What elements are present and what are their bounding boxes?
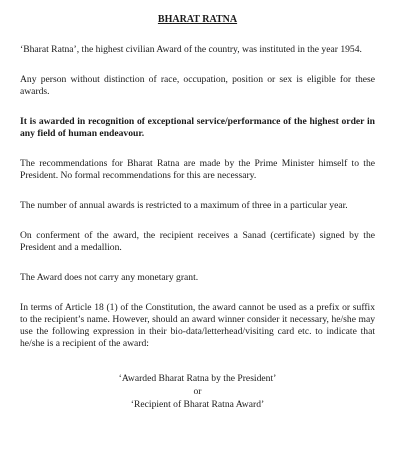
paragraph-recommendations: The recommendations for Bharat Ratna are made by the Prime Minister himself to the President. No formal recommendations for this are necessary. xyxy=(20,158,375,181)
paragraph-annual-limit: The number of annual awards is restricted to a maximum of three in a particular year. xyxy=(20,200,348,211)
paragraph-instituted: ‘Bharat Ratna’, the highest civilian Award of the country, was instituted in the year 1954. xyxy=(20,44,362,55)
document-page xyxy=(20,14,375,411)
paragraph-eligibility: Any person without distinction of race, occupation, position or sex is eligible for these awards. xyxy=(20,74,375,97)
document-title: BHARAT RATNA xyxy=(157,14,238,25)
quote-block xyxy=(20,372,375,411)
paragraph-monetary-grant: The Award does not carry any monetary grant. xyxy=(20,272,199,283)
quote-recipient: ‘Recipient of Bharat Ratna Award’ xyxy=(130,399,265,410)
quote-awarded-by-president: ‘Awarded Bharat Ratna by the President’ xyxy=(118,373,277,384)
paragraph-recognition: It is awarded in recognition of exceptional service/performance of the highest order in any field of human endeavour. xyxy=(20,116,375,139)
paragraph-article-18: In terms of Article 18 (1) of the Constitution, the award cannot be used as a prefix or suffix to the recipient’s name. However, should an award winner consider it necessary, he/she may use the following expression in their bio-data/letterhead/visiting card etc. to indicate that he/she is a recipient of the award: xyxy=(20,302,375,349)
paragraph-conferment: On conferment of the award, the recipient receives a Sanad (certificate) signed by the President and a medallion. xyxy=(20,230,375,253)
quote-separator: or xyxy=(193,386,202,397)
